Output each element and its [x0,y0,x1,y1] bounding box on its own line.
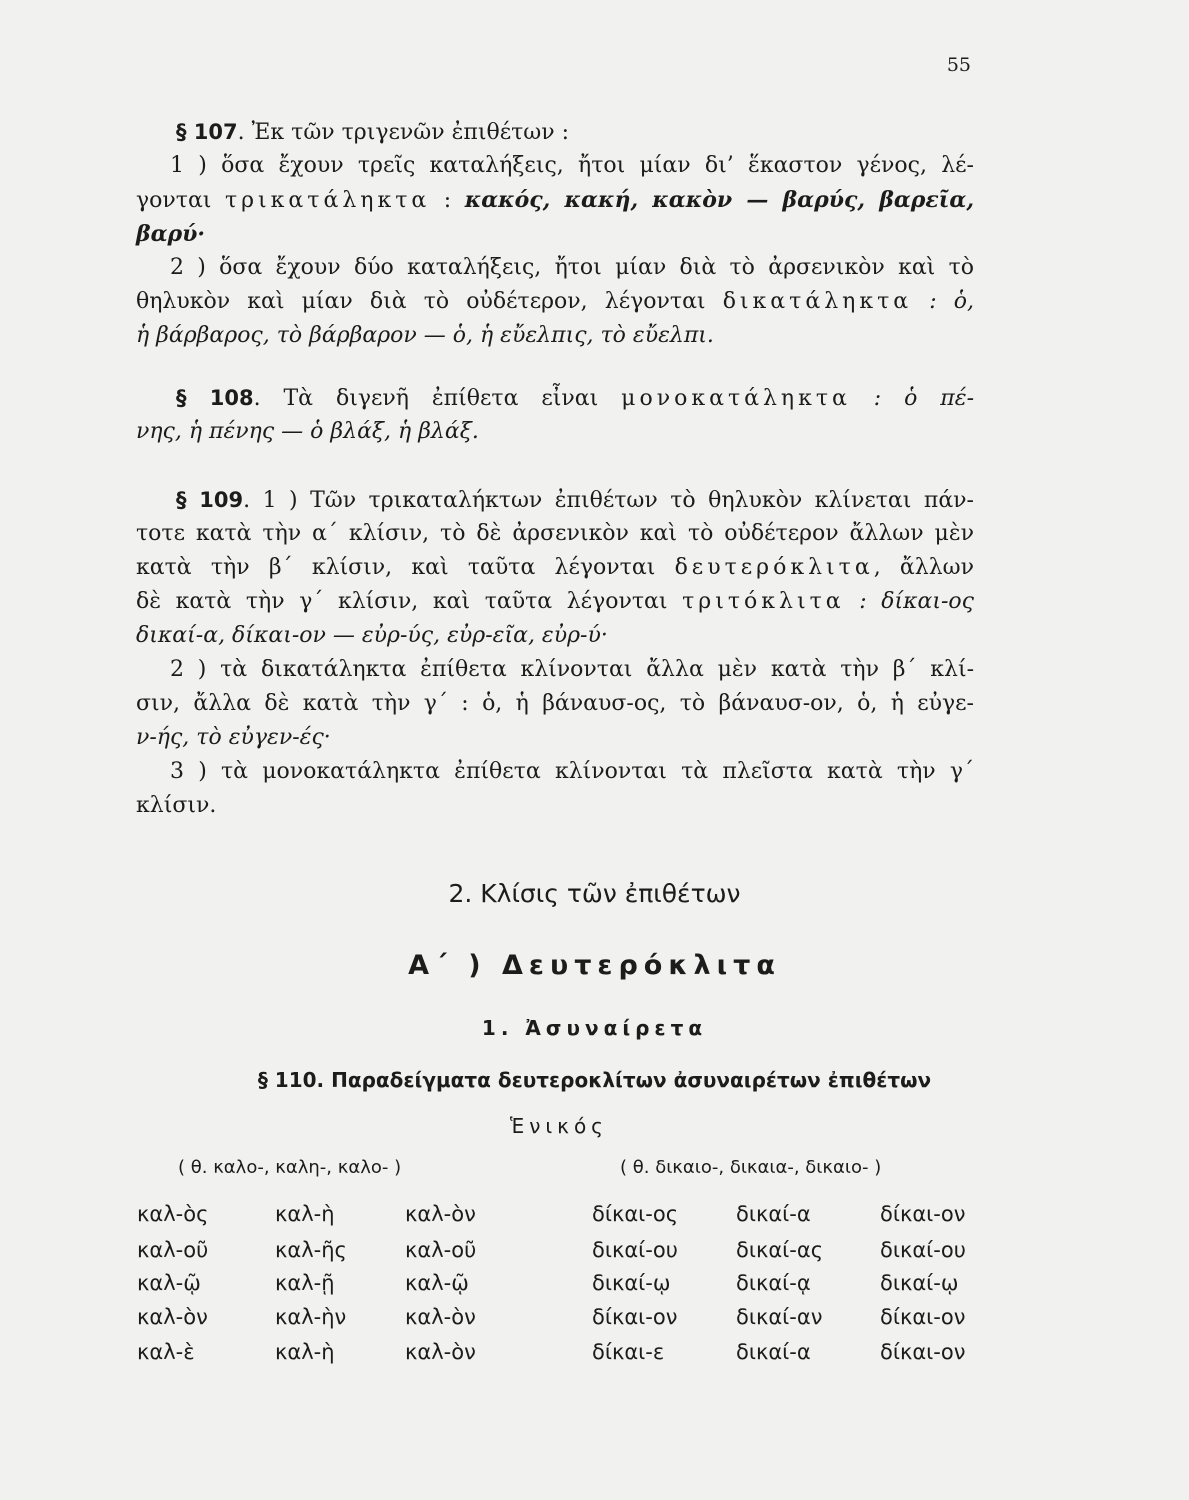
table-cell: δίκαι-ον [592,1305,678,1329]
subsection-heading: 1. Ἀσυναίρετα [481,1016,708,1040]
example-forms: νης, ἡ πένης — ὁ βλάξ, ἡ βλάξ. [136,419,479,444]
table-cell: δικαί-ῳ [592,1271,671,1295]
table-cell: καλ-ῆς [275,1238,347,1262]
table-cell: δικαί-α [736,1202,811,1226]
stem-left: ( θ. καλο-, καλη-, καλο- ) [178,1157,402,1178]
spaced-term: δευτερόκλιτα [674,555,874,580]
paragraph-line [136,587,974,617]
spaced-term: δικατάληκτα [722,289,913,314]
table-cell: καλ-ῇ [275,1271,335,1295]
spaced-term: τριτόκλιτα [682,589,845,614]
table-cell: δικαί-ου [592,1238,678,1262]
paragraph-line: σιν, ἄλλα δὲ κατὰ τὴν γ΄ : ὁ, ἡ βάναυσ-ος, τὸ βάναυσ-ον, ὁ, ἡ εὐγε- [136,691,974,716]
paragraph-line [136,553,974,583]
table-cell: καλ-ὴ [275,1340,335,1364]
table-cell: καλ-ὲ [137,1340,195,1364]
section-107-heading [176,117,569,148]
table-cell: δίκαι-ον [880,1202,966,1226]
table-cell: καλ-οῦ [405,1238,477,1262]
paragraph-line: 2 ) τὰ δικατάληκτα ἐπίθετα κλίνονται ἄλλα μὲν κατὰ τὴν β΄ κλί- [170,657,974,682]
table-cell: δικαί-ας [736,1238,824,1262]
section-110-title: § 110. Παραδείγματα δευτεροκλίτων ἀσυναιρέτων ἐπιθέτων [257,1068,932,1092]
text-run: . 1 ) Τῶν τρικαταλήκτων ἐπιθέτων τὸ θηλυκὸν κλίνεται πάν- [243,488,974,513]
table-cell: δικαί-αν [736,1305,823,1329]
table-cell: καλ-ὸς [137,1202,209,1226]
table-cell: δικαί-ῳ [880,1271,959,1295]
section-label: § 108 [176,386,254,410]
paragraph-line [136,185,974,216]
text-run: : ὁ πέ- [850,386,975,411]
example-forms: κακός, κακή, κακὸν — βαρύς, βαρεῖα, [464,187,974,213]
table-cell: δικαί-α [736,1340,811,1364]
paragraph-line [136,723,331,753]
example-forms: ἡ βάρβαρος, τὸ βάρβαρον — ὁ, ἡ εὔελπις, τὸ εὔελπι. [136,323,714,348]
text-run: γονται [136,188,225,213]
table-cell: καλ-ὴ [275,1202,335,1226]
paragraph-line [136,621,608,651]
table-cell: καλ-ὸν [405,1305,476,1329]
spaced-term: τρικατάληκτα [224,188,431,213]
table-cell: καλ-ῷ [137,1271,201,1295]
table-cell: καλ-ὸν [405,1340,476,1364]
paragraph-line: 3 ) τὰ μονοκατάληκτα ἐπίθετα κλίνονται τὰ πλεῖστα κατὰ τὴν γ΄ [170,759,974,784]
text-run: . Τὰ διγενῆ ἐπίθετα εἶναι [253,386,622,411]
page-number: 55 [946,54,971,76]
paragraph-line [136,417,479,447]
section-108-heading [176,383,974,414]
text-run: θηλυκὸν καὶ μίαν διὰ τὸ οὐδέτερον, λέγονται [136,289,723,314]
paragraph-line: 1 ) ὅσα ἔχουν τρεῖς καταλήξεις, ἤτοι μίαν δι’ ἕκαστον γένος, λέ- [170,153,974,178]
table-cell: δίκαι-ε [592,1340,665,1364]
paragraph-line [136,219,205,250]
example-forms: δικαί-α, δίκαι-ον — εὐρ-ύς, εὐρ-εῖα, εὐρ-ύ· [136,623,608,648]
chapter-heading: 2. Κλίσις τῶν ἐπιθέτων [448,879,741,908]
section-intro: . Ἐκ τῶν τριγενῶν ἐπιθέτων : [237,120,570,145]
text-run: δὲ κατὰ τὴν γ΄ κλίσιν, καὶ ταῦτα λέγονται [136,589,683,614]
table-cell: δικαί-ου [880,1238,966,1262]
text-run: , ἄλλων [873,555,974,580]
stem-right: ( θ. δικαιο-, δικαια-, δικαιο- ) [620,1157,882,1178]
paragraph-line: κλίσιν. [136,793,217,818]
text-run: : [430,188,465,213]
section-109-heading [176,485,974,516]
paragraph-line: τοτε κατὰ τὴν α΄ κλίσιν, τὸ δὲ ἀρσενικὸν καὶ τὸ οὐδέτερον ἄλλων μὲν [136,521,974,546]
number-label: Ἑνικός [510,1114,608,1138]
text-run: : δίκαι-ος [844,589,974,614]
table-cell: δίκαι-ος [592,1202,679,1226]
table-cell: δίκαι-ον [880,1305,966,1329]
table-cell: καλ-ῷ [405,1271,469,1295]
text-run: : ὁ, [912,289,975,314]
table-cell: δίκαι-ον [880,1340,966,1364]
table-cell: καλ-οῦ [137,1238,209,1262]
subchapter-heading: Α΄ ) Δευτερόκλιτα [408,950,781,981]
example-forms: βαρύ· [136,221,206,247]
paragraph-line [136,287,974,317]
example-forms: ν-ής, τὸ εὐγεν-ές· [136,725,331,750]
paragraph-line: 2 ) ὅσα ἔχουν δύο καταλήξεις, ἤτοι μίαν διὰ τὸ ἀρσενικὸν καὶ τὸ [170,255,974,280]
table-cell: καλ-ὸν [405,1202,476,1226]
text-run: κατὰ τὴν β΄ κλίσιν, καὶ ταῦτα λέγονται [136,555,675,580]
table-cell: καλ-ὴν [275,1305,347,1329]
section-label: § 107 [176,120,238,144]
table-cell: δικαί-ᾳ [736,1271,811,1295]
table-cell: καλ-ὸν [137,1305,208,1329]
spaced-term: μονοκατάληκτα [621,386,851,411]
section-label: § 109 [176,488,244,512]
paragraph-line [136,321,714,351]
